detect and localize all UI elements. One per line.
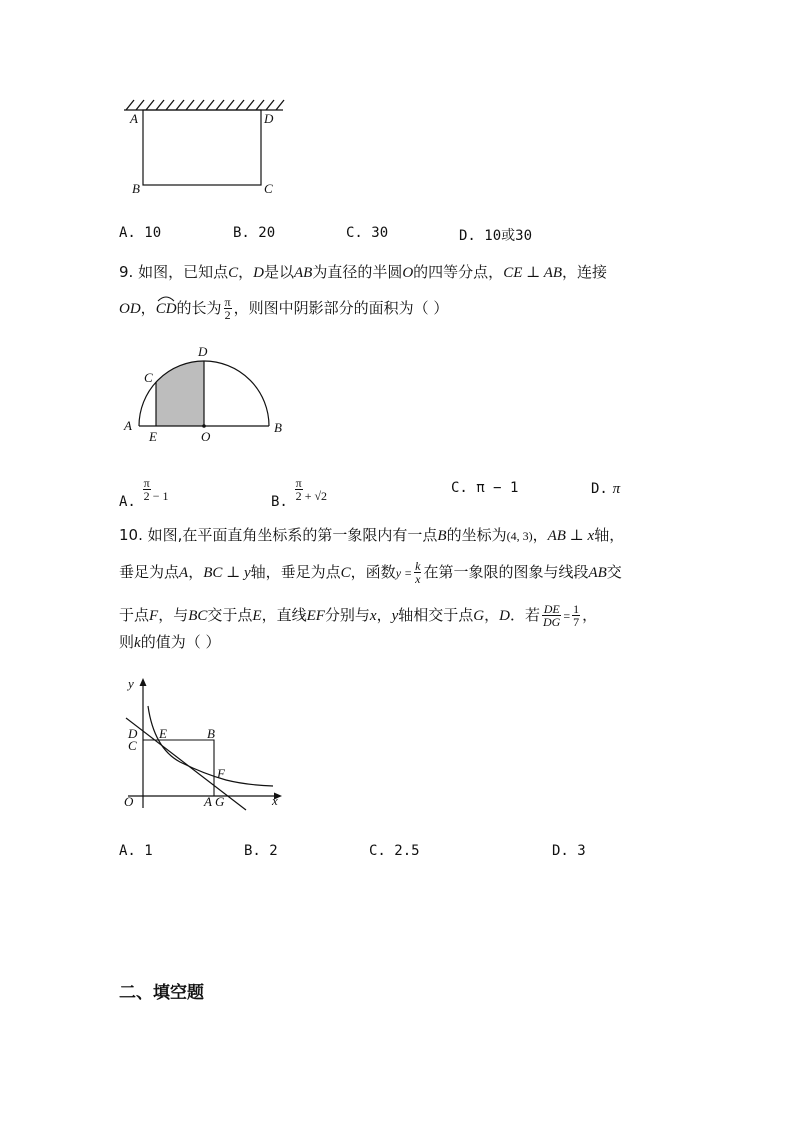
label-D: D	[198, 344, 208, 359]
q8-option-b[interactable]: B. 20	[233, 225, 276, 241]
q10-text: 于点	[119, 606, 150, 624]
option-b-fraction	[295, 477, 303, 502]
q10-text: 的值为（ ）	[140, 633, 221, 651]
frac-den: 2	[295, 489, 302, 503]
ceiling-hatch	[124, 100, 284, 110]
center-dot	[202, 424, 206, 428]
q9-line-2	[119, 296, 448, 321]
q10-bc: BC	[188, 608, 208, 624]
label-G: G	[215, 794, 225, 809]
q10-point-c: C	[340, 565, 351, 581]
q10-line-1	[119, 525, 624, 546]
q10-text: ，与	[158, 606, 189, 624]
shaded-region	[156, 361, 204, 426]
q9-text: 为直径的半圆	[312, 263, 403, 281]
q10-text: ，函数	[350, 563, 396, 581]
q10-text: 10. 如图,在平面直角坐标系的第一象限内有一点	[119, 526, 438, 544]
hyperbola-curve	[148, 706, 273, 786]
q10-point-b: B	[437, 528, 447, 544]
option-d-value: π	[612, 481, 621, 497]
q9-text: 的长为	[176, 299, 222, 317]
q9-point-c: C	[228, 265, 239, 281]
option-label: B.	[271, 494, 288, 510]
q10-text: 交	[606, 563, 622, 581]
q10-option-d[interactable]: D. 3	[552, 843, 586, 859]
q9-option-b[interactable]	[271, 477, 327, 512]
q10-perp-1: AB ⊥ x	[547, 528, 595, 544]
q10-text: 轴相交于点	[398, 606, 474, 624]
label-D: D	[128, 726, 138, 741]
q10-ab: AB	[588, 565, 607, 581]
label-E: E	[149, 429, 157, 444]
q10-line-3	[119, 603, 597, 628]
q10-text: ，	[484, 606, 500, 624]
q10-line-4	[119, 632, 220, 653]
q10-text: 交于点	[207, 606, 253, 624]
frac-num: k	[415, 559, 421, 573]
label-A: A	[124, 418, 132, 433]
q9-text: 是以	[263, 263, 294, 281]
q9-frac-den: 2	[224, 308, 231, 322]
label-B: B	[207, 726, 215, 741]
q10-k: k	[134, 635, 141, 651]
label-C: C	[144, 370, 153, 385]
q10-func-frac	[414, 560, 421, 585]
q9-option-d[interactable]	[591, 478, 620, 499]
frac-num: π	[295, 476, 302, 490]
q9-text: ，则图中阴影部分的面积为（ ）	[233, 299, 449, 317]
q9-arc-label: CD	[155, 301, 177, 317]
q9-arc-cd	[156, 299, 177, 319]
q9-od: OD	[119, 301, 141, 317]
q10-text: 则	[119, 633, 135, 651]
q9-point-d: D	[253, 265, 264, 281]
arc-mark-icon	[157, 295, 175, 302]
q10-x: x	[369, 608, 377, 624]
q10-ef: EF	[306, 608, 325, 624]
q8-option-d[interactable]: D. 10或30	[459, 228, 533, 244]
frac-num: DE	[543, 602, 560, 616]
q10-y: y	[391, 608, 399, 624]
label-B: B	[274, 420, 282, 435]
q9-text: 的四等分点，	[413, 263, 504, 281]
q10-text: ，	[532, 526, 548, 544]
q9-option-a[interactable]	[119, 477, 168, 512]
frac-num: π	[143, 476, 150, 490]
q9-perp: CE ⊥ AB	[503, 265, 563, 281]
section-heading-fill-in: 二、填空题	[119, 983, 204, 1003]
label-A: A	[130, 111, 138, 126]
q9-sep: ，	[238, 263, 254, 281]
label-A: A	[204, 794, 212, 809]
q10-text: ，	[188, 563, 204, 581]
q10-text: 分别与	[324, 606, 370, 624]
q10-func-y: y =	[395, 566, 413, 580]
q10-text: 在第一象限的图象与线段	[423, 563, 589, 581]
q10-coord: (4, 3)	[506, 529, 533, 543]
q10-point-a: A	[179, 565, 189, 581]
q10-point-g: G	[473, 608, 485, 624]
q9-ab: AB	[293, 265, 313, 281]
label-O: O	[201, 429, 211, 444]
frac-den: 2	[143, 489, 150, 503]
q8-rectangle-figure	[118, 95, 288, 200]
q10-eq: =	[563, 609, 571, 623]
option-label: A.	[119, 494, 136, 510]
q10-coordinate-figure	[118, 672, 293, 812]
q10-text: ，直线	[261, 606, 307, 624]
q10-text: 垂足为点	[119, 563, 180, 581]
frac-den: x	[415, 572, 421, 586]
q9-option-c[interactable]: C. π − 1	[451, 480, 519, 496]
q10-line-2	[119, 560, 622, 585]
q10-point-d: D	[499, 608, 510, 624]
label-B: B	[132, 181, 140, 196]
q9-o: O	[402, 265, 414, 281]
q8-option-a[interactable]: A. 10	[119, 225, 162, 241]
q10-text: ．若	[510, 606, 541, 624]
q9-fraction	[224, 296, 232, 321]
option-label: D.	[591, 481, 608, 497]
y-axis-arrow-icon	[140, 678, 147, 686]
q9-text: 9. 如图，已知点	[119, 263, 229, 281]
q10-ratio-value	[572, 603, 580, 628]
q9-frac-num: π	[224, 295, 231, 309]
q10-ratio-frac	[542, 603, 561, 628]
option-b-rest: + √2	[304, 489, 328, 503]
q10-text: 轴，垂足为点	[250, 563, 341, 581]
label-D: D	[264, 111, 274, 126]
q9-semicircle-figure	[118, 340, 298, 445]
q10-perp-2: BC ⊥ y	[203, 565, 251, 581]
option-a-rest: − 1	[152, 489, 169, 503]
q10-text: 的坐标为	[446, 526, 507, 544]
q9-line-1	[119, 262, 607, 283]
q10-point-f: F	[149, 608, 159, 624]
label-O: O	[124, 794, 134, 809]
option-a-fraction	[143, 477, 151, 502]
q10-option-a[interactable]: A. 1	[119, 843, 153, 859]
q10-point-e: E	[252, 608, 262, 624]
q8-option-c[interactable]: C. 30	[346, 225, 389, 241]
frac-den: DG	[543, 615, 561, 629]
rectangle-abcd	[143, 110, 261, 185]
frac-den: 7	[573, 615, 580, 629]
q10-text: ，	[582, 606, 598, 624]
label-C: C	[128, 738, 137, 753]
frac-num: 1	[573, 602, 580, 616]
q10-option-b[interactable]: B. 2	[244, 843, 278, 859]
label-C: C	[264, 181, 273, 196]
q9-sep: ，	[140, 299, 156, 317]
label-E: E	[159, 726, 167, 741]
q10-option-c[interactable]: C. 2.5	[369, 843, 420, 859]
label-F: F	[217, 766, 225, 781]
q9-text: ，连接	[562, 263, 608, 281]
q10-text: ，	[376, 606, 392, 624]
label-y: y	[128, 676, 134, 691]
label-x: x	[272, 793, 278, 808]
q10-text: 轴，	[594, 526, 625, 544]
rectangle-oabc	[143, 740, 214, 796]
